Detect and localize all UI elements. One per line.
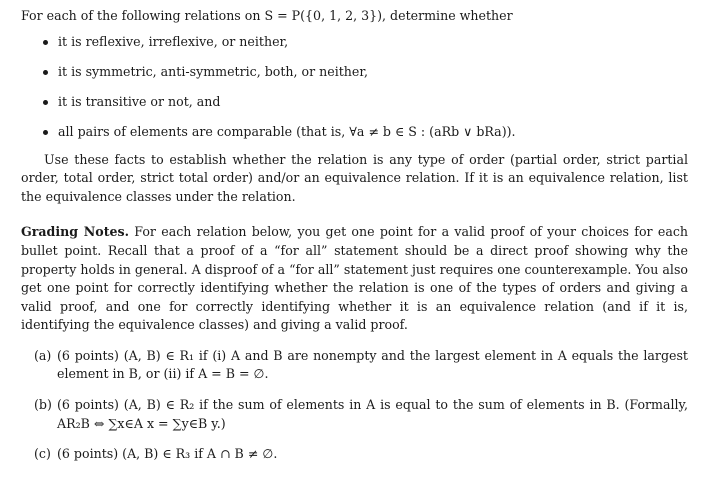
bullet-icon [43, 70, 48, 75]
bullet-icon [43, 40, 48, 45]
grading-text: For each relation below, you get one point for a valid proof of your choices for each bullet point. Recall that a proof of a “for all” statement should be a direct proof showing why the property holds in general. A disproof of a “for all” statement just requires one counterexample. You also get one point for correctly identifying whether the relation is one of the types of orders and giving a valid proof, and one for correctly identifying whether it is an equivalence relation (and if it is, identifying the equivalence classes) and giving a valid proof. [21, 224, 688, 333]
property-text: all pairs of elements are comparable (that is, ∀a ≠ b ∈ S : (aRb ∨ bRa)). [58, 123, 516, 139]
part-label: (c) [34, 446, 51, 462]
property-item-symmetric [21, 63, 688, 82]
property-item-reflexive [21, 33, 688, 52]
property-text: it is transitive or not, and [58, 93, 221, 109]
part-text: (6 points) (A, B) ∈ R₃ if A ∩ B ≠ ∅. [57, 446, 278, 462]
part-label: (a) [34, 347, 52, 363]
intro-text: For each of the following relations on S = P({0, 1, 2, 3}), determine whether [21, 8, 513, 23]
property-text: it is reflexive, irreflexive, or neither, [58, 33, 289, 49]
bullet-icon [43, 130, 48, 135]
part-b [21, 396, 688, 433]
part-c [21, 445, 688, 464]
property-list [21, 33, 688, 142]
property-item-transitive [21, 93, 688, 112]
use-facts-paragraph: Use these facts to establish whether the relation is any type of order (partial order, strict partial order, total order, strict total order) and/or an equivalence relation. If it is an equivalence relation, list the equivalence classes under the relation. [21, 151, 688, 204]
part-a [21, 347, 688, 384]
grading-notes [21, 223, 688, 335]
bullet-icon [43, 100, 48, 105]
part-text: (6 points) (A, B) ∈ R₁ if (i) A and B are nonempty and the largest element in A equals the largest element in B, or (ii) if A = B = ∅. [57, 347, 688, 382]
property-item-comparable [21, 123, 688, 142]
grading-heading: Grading Notes. [21, 224, 129, 240]
property-text: it is symmetric, anti-symmetric, both, or neither, [58, 63, 368, 79]
part-text: (6 points) (A, B) ∈ R₂ if the sum of elements in A is equal to the sum of elements in B. (Formally, AR₂B ⇔ ∑x∈A x = ∑y∈B y.) [57, 397, 688, 431]
part-label: (b) [34, 397, 52, 413]
relation-parts [21, 347, 688, 464]
